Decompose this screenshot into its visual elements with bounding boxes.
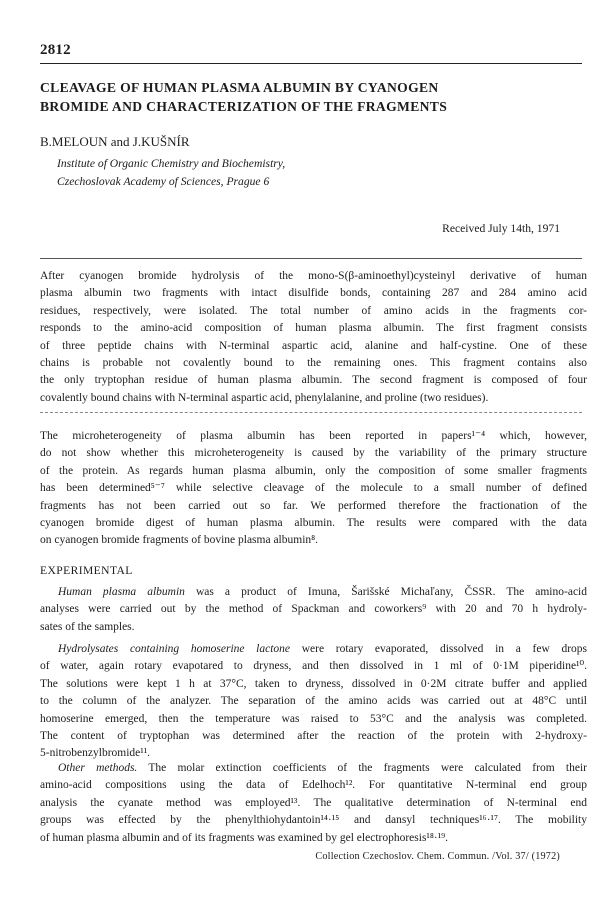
paragraph-hydrolysates bbox=[40, 641, 587, 763]
intro-line: cyanogen bromide digest of human plasma albumin. The results were compared with the data bbox=[40, 517, 587, 530]
intro-line: of the protein. As regards human plasma albumin, only the composition of some smaller fragments bbox=[40, 464, 587, 477]
article-title bbox=[40, 78, 580, 116]
abstract-line: covalently bound chains with N-terminal aspartic acid, phenylalanine, and proline (two residues). bbox=[40, 391, 489, 404]
page-number: 2812 bbox=[40, 42, 71, 58]
affiliation-line: Institute of Organic Chemistry and Biochemistry, bbox=[57, 157, 286, 170]
abstract-line: of three peptide chains with N-terminal aspartic acid, alanine and half-cystine. One of these bbox=[40, 339, 587, 352]
intro-line: fragments has not been carried out so far. We performed therefore the fractionation of the bbox=[40, 499, 587, 512]
paragraph-line: sates of the samples. bbox=[40, 620, 135, 633]
abstract-top-rule bbox=[40, 258, 582, 259]
intro-line: on cyanogen bromide fragments of bovine plasma albumin⁸. bbox=[40, 534, 319, 547]
authors: B.MELOUN and J.KUŠNÍR bbox=[40, 134, 190, 149]
affiliation-line: Czechoslovak Academy of Sciences, Prague 6 bbox=[57, 174, 270, 188]
paragraph-line: Human plasma albumin was a product of Imuna, Šarišské Michaľany, ČSSR. The amino-acid bbox=[58, 586, 587, 598]
abstract-line: responds to the amino-acid composition of human plasma albumin. The first fragment consists bbox=[40, 322, 587, 335]
section-heading-experimental: EXPERIMENTAL bbox=[40, 564, 133, 577]
abstract-line: the only tryptophan residue of human plasma albumin. The second fragment is composed of four bbox=[40, 374, 587, 387]
abstract-line: chains is probable not covalently bound to the remaining ones. This fragment contains also bbox=[40, 357, 587, 370]
paragraph-line: analyses were carried out by the method of Spackman and coworkers⁹ with 20 and 70 h hydroly- bbox=[40, 603, 587, 616]
affiliation bbox=[57, 155, 285, 190]
paragraph-line: groups was effected by the phenylthiohydantoin¹⁴·¹⁵ and dansyl techniques¹⁶·¹⁷. The mobility bbox=[40, 814, 587, 827]
paragraph-other-methods bbox=[40, 760, 587, 847]
intro-line: has been determined⁵⁻⁷ while selective cleavage of the molecule to a small number of defined bbox=[40, 482, 587, 495]
title-line: BROMIDE AND CHARACTERIZATION OF THE FRAGMENTS bbox=[40, 99, 448, 114]
paragraph-lead: Human plasma albumin bbox=[58, 586, 185, 598]
paragraph-line: of water, again rotary evapotared to dryness, and then dissolved in 1 ml of 0·1M piperidine¹⁰. bbox=[40, 660, 587, 673]
paragraph-line: The solutions were kept 1 h at 37°C, taken to dryness, dissolved in 0·2M citrate buffer and applied bbox=[40, 677, 587, 690]
paragraph-lead: Other methods. bbox=[58, 762, 138, 774]
paragraph-line: of human plasma albumin and of its fragments was examined by gel electrophoresis¹⁸·¹⁹. bbox=[40, 831, 449, 844]
intro-line: The microheterogeneity of plasma albumin has been reported in papers¹⁻⁴ which, however, bbox=[40, 430, 587, 442]
paragraph-line: The content of tryptophan was determined after the reaction of the protein with 2-hydroxy- bbox=[40, 730, 587, 743]
abstract-line: After cyanogen bromide hydrolysis of the mono-S(β-aminoethyl)cysteinyl derivative of human bbox=[40, 270, 587, 282]
paragraph-line: 5-nitrobenzylbromide¹¹. bbox=[40, 747, 151, 760]
paragraph-line: amino-acid compositions using the data of Edelhoch¹². For quantitative N-terminal end group bbox=[40, 779, 587, 792]
paragraph-line: Hydrolysates containing homoserine lactone were rotary evaporated, dissolved in a few drops bbox=[58, 643, 587, 655]
abstract-bottom-rule bbox=[40, 412, 582, 413]
header-rule bbox=[40, 63, 582, 64]
paragraph-albumin bbox=[40, 584, 587, 636]
introduction bbox=[40, 428, 587, 550]
paragraph-line: homoserine emerged, then the temperature was raised to 53°C and the analysis was completed. bbox=[40, 712, 587, 725]
journal-footer: Collection Czechoslov. Chem. Commun. /Vol. 37/ (1972) bbox=[315, 851, 560, 862]
paragraph-line: Other methods. The molar extinction coefficients of the fragments were calculated from their bbox=[58, 762, 587, 774]
abstract-line: plasma albumin two fragments with intact disulfide bonds, containing 287 and 284 amino acid bbox=[40, 287, 587, 300]
intro-line: do not show whether this microheterogeneity is caused by the variability of the primary structure bbox=[40, 447, 587, 460]
paragraph-line: analysis the cyanate method was employed¹³. The qualitative determination of N-terminal end bbox=[40, 796, 587, 809]
abstract-line: residues, respectively, were isolated. The total number of amino acids in the fragments cor- bbox=[40, 304, 587, 317]
paragraph-line: to the column of the analyzer. The separation of the amino acids was carried out at 48°C until bbox=[40, 695, 587, 708]
title-line: CLEAVAGE OF HUMAN PLASMA ALBUMIN BY CYANOGEN bbox=[40, 80, 439, 95]
paragraph-lead: Hydrolysates containing homoserine lactone bbox=[58, 643, 291, 655]
abstract bbox=[40, 268, 587, 407]
received-date: Received July 14th, 1971 bbox=[442, 222, 560, 235]
